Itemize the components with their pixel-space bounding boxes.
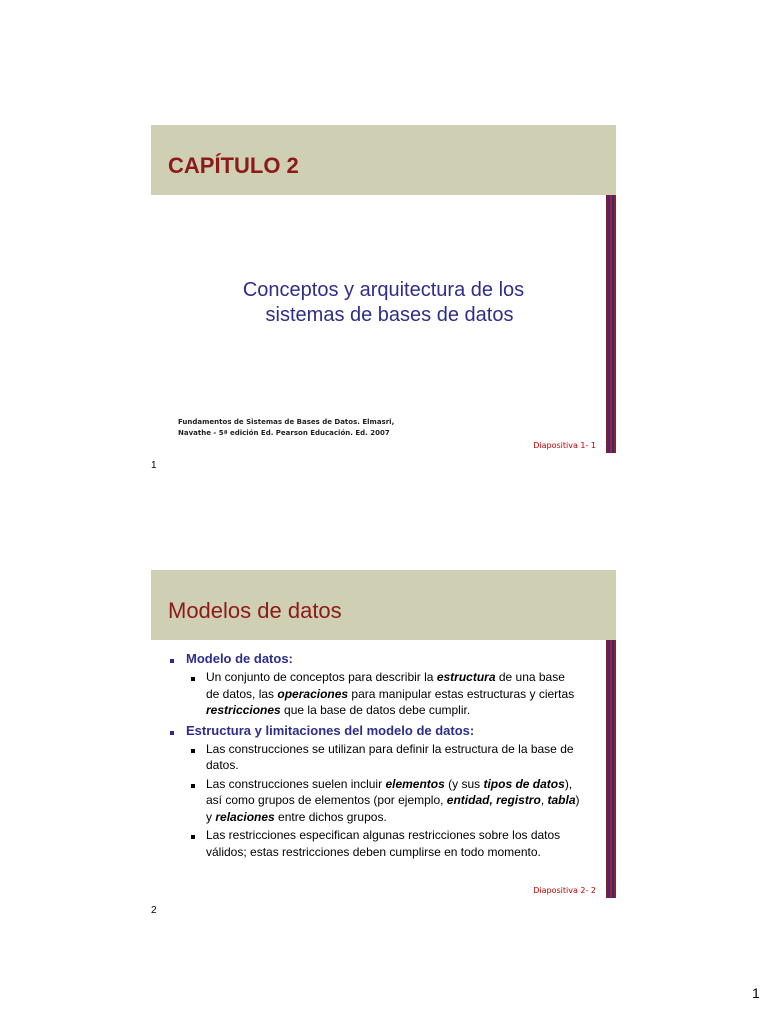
- text: entre dichos grupos.: [274, 809, 387, 824]
- slide-2: [151, 570, 616, 900]
- text: ), así como grupos de elementos (por ejemplo,: [206, 776, 573, 807]
- emphasis: tabla: [547, 793, 576, 807]
- slide-title: Modelos de datos: [168, 598, 342, 623]
- emphasis: tipos de datos: [483, 776, 565, 791]
- book-reference: [178, 417, 394, 439]
- emphasis: restricciones: [206, 703, 281, 717]
- bullet-heading: [169, 722, 599, 739]
- sub-bullet: [206, 827, 581, 860]
- bullet-marker: [191, 784, 195, 788]
- emphasis: estructura: [436, 670, 496, 684]
- text: que la base de datos debe cumplir.: [280, 703, 471, 717]
- bullet-heading-text: Estructura y limitaciones del modelo de datos:: [186, 722, 475, 738]
- slide-page-number: 1: [151, 460, 157, 471]
- sub-bullet: [206, 776, 581, 826]
- decorative-stripes: [606, 640, 616, 898]
- slide-header: [151, 570, 616, 640]
- reference-line-2: Navathe - 5ª edición Ed. Pearson Educación. Ed. 2007: [178, 429, 390, 437]
- text: ) y: [206, 793, 580, 824]
- slide-page-number: 2: [151, 905, 157, 916]
- emphasis: relaciones: [215, 809, 275, 824]
- slide-number-label: Diapositiva 1- 1: [533, 441, 596, 450]
- text: (y sus: [444, 776, 484, 791]
- bullet-marker: [191, 835, 195, 839]
- sub-bullet: [206, 741, 581, 774]
- text: de una base de datos, las: [206, 670, 565, 701]
- subtitle-line-1: Conceptos y arquitectura de los: [242, 279, 525, 301]
- subtitle-line-2: sistemas de bases de datos: [265, 304, 514, 326]
- bullet-marker: [191, 749, 195, 753]
- slide-header: [151, 125, 616, 195]
- reference-line-1: Fundamentos de Sistemas de Bases de Datos. Elmasri,: [178, 418, 395, 426]
- bullet-heading-text: Modelo de datos:: [186, 651, 293, 666]
- slide-number-label: Diapositiva 2- 2: [533, 886, 596, 895]
- slide-subtitle: [151, 278, 616, 328]
- text: para manipular estas estructuras y ciertas: [348, 686, 575, 701]
- sub-bullet: [206, 669, 581, 719]
- text: Las construcciones se utilizan para definir la estructura de la base de datos.: [206, 741, 574, 772]
- text: ,: [540, 793, 548, 807]
- text: Las construcciones suelen incluir: [206, 776, 386, 791]
- sheet-page-number: 1: [752, 985, 760, 1001]
- bullet-heading: [169, 650, 599, 667]
- bullet-marker: [191, 677, 195, 681]
- text: Un conjunto de conceptos para describir la: [206, 670, 437, 684]
- slide-title: CAPÍTULO 2: [168, 153, 299, 178]
- text: Las restricciones especifican algunas restricciones sobre los datos válidos; estas restricciones deben cumplirse en todo momento.: [206, 828, 561, 859]
- emphasis: elementos: [385, 776, 445, 791]
- slide-body: [169, 650, 599, 862]
- emphasis: operaciones: [277, 686, 349, 701]
- emphasis: entidad, registro: [446, 793, 541, 807]
- slide-1: [151, 125, 616, 455]
